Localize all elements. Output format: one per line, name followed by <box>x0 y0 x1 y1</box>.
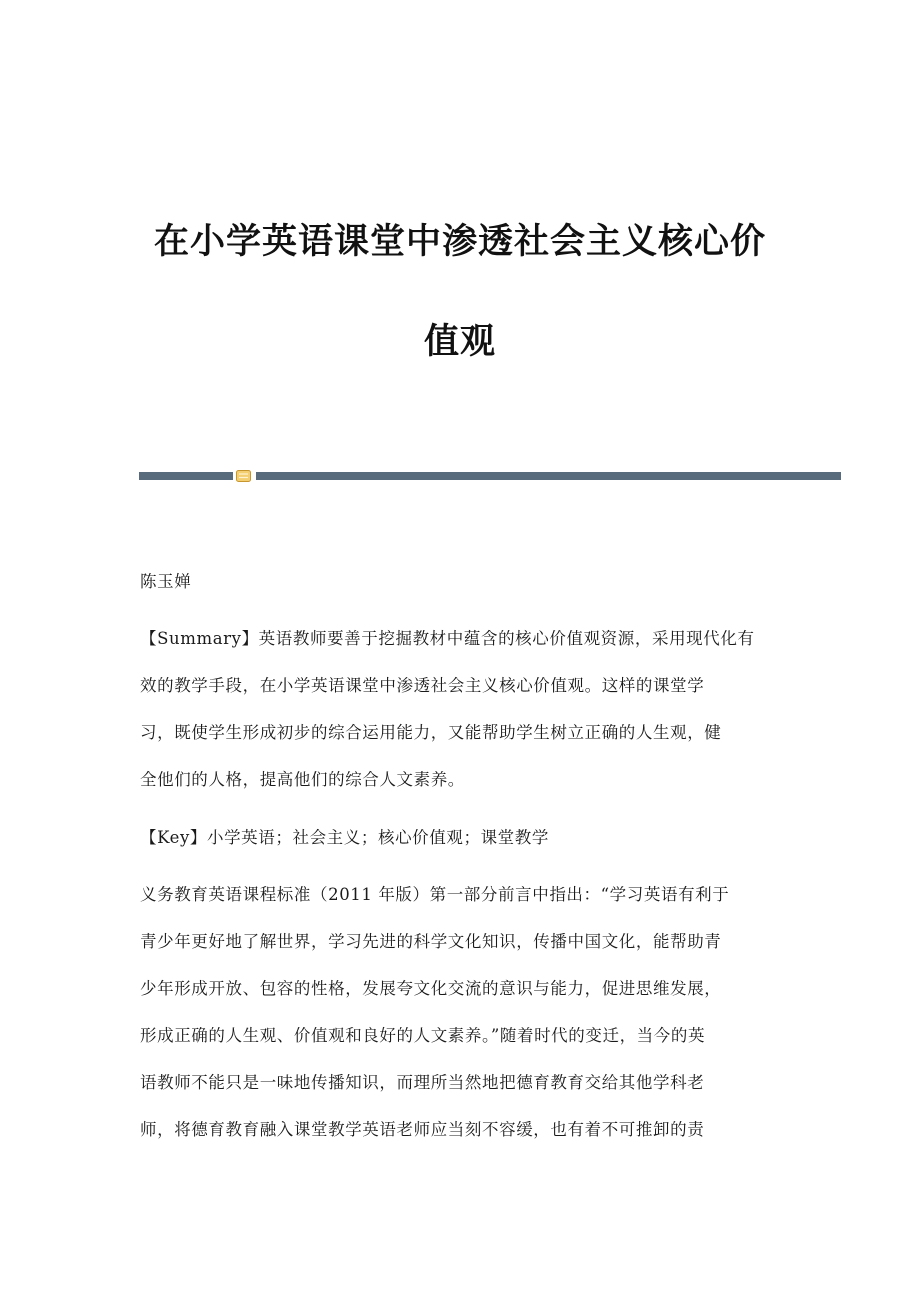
divider-bar-left <box>139 472 233 480</box>
title-divider <box>139 470 841 482</box>
divider-bar-right <box>256 472 841 480</box>
divider-ornament-icon <box>236 470 251 482</box>
body-line-5: 语教师不能只是一味地传播知识，而理所当然地把德育教育交给其他学科老 <box>140 1073 705 1092</box>
author-name: 陈玉婵 <box>140 572 192 591</box>
summary-line-3: 习，既使学生形成初步的综合运用能力，又能帮助学生树立正确的人生观，健 <box>140 723 722 742</box>
summary-line-4: 全他们的人格，提高他们的综合人文素养。 <box>140 770 465 789</box>
body-line-6: 师，将德育教育融入课堂教学英语老师应当刻不容缓，也有着不可推卸的责 <box>140 1120 705 1139</box>
summary-line-2: 效的教学手段，在小学英语课堂中渗透社会主义核心价值观。这样的课堂学 <box>140 676 705 695</box>
summary-line-1: 【Summary】英语教师要善于挖掘教材中蕴含的核心价值观资源，采用现代化有 <box>140 629 755 648</box>
body-line-2: 青少年更好地了解世界，学习先进的科学文化知识，传播中国文化，能帮助青 <box>140 932 722 951</box>
body-line-4: 形成正确的人生观、价值观和良好的人文素养。”随着时代的变迁，当今的英 <box>140 1026 706 1045</box>
document-title-line-2: 值观 <box>423 321 496 362</box>
document-title-line-1: 在小学英语课堂中渗透社会主义核心价 <box>153 221 766 262</box>
body-line-1: 义务教育英语课程标准（2011 年版）第一部分前言中指出：“学习英语有利于 <box>140 885 730 904</box>
body-line-3: 少年形成开放、包容的性格，发展夸文化交流的意识与能力，促进思维发展， <box>140 979 722 998</box>
keywords-line: 【Key】小学英语；社会主义；核心价值观；课堂教学 <box>140 828 549 847</box>
